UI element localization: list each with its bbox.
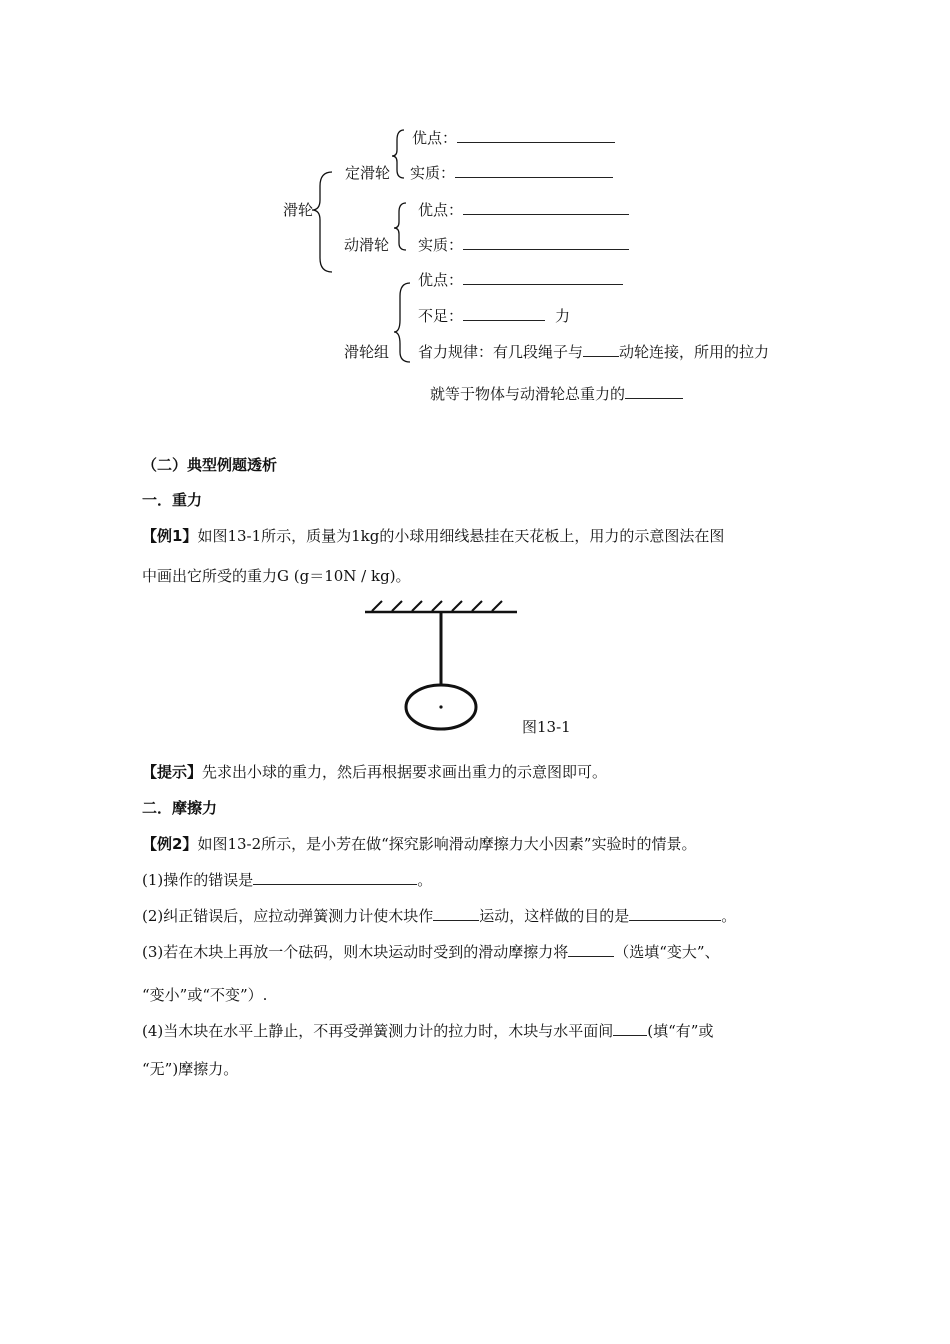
question-2-blank-b[interactable] [629, 906, 721, 921]
hint-line [142, 762, 607, 782]
group-rule-part-b: 动轮连接，所用的拉力 [619, 343, 770, 361]
question-1-text: (1)操作的错误是 [142, 871, 254, 889]
question-1-end: 。 [417, 871, 433, 889]
question-1 [142, 870, 432, 890]
group-advantage-label: 优点： [418, 271, 464, 289]
ceiling-hatching [372, 601, 502, 611]
question-3-part-b: （选填“变大”、 [614, 943, 720, 961]
fixed-pulley-label: 定滑轮 [345, 164, 391, 182]
figure-caption: 图13-1 [522, 718, 571, 736]
part2-heading: 二．摩擦力 [142, 799, 218, 817]
hint-tag: 【提示】 [142, 763, 203, 781]
section-title: （二）典型例题透析 [142, 456, 278, 474]
fixed-advantage-label: 优点： [412, 129, 458, 147]
question-3-part-a: (3)若在木块上再放一个砝码，则木块运动时受到的滑动摩擦力将 [142, 943, 569, 961]
question-2-part-b: 运动，这样做的目的是 [479, 907, 630, 925]
example1-text: 如图13-1所示，质量为1kg的小球用细线悬挂在天花板上，用力的示意图法在图 [197, 527, 725, 545]
question-2-blank-a[interactable] [433, 906, 479, 921]
question-4 [142, 1021, 713, 1041]
question-4-part-a: (4)当木块在水平上静止，不再受弹簧测力计的拉力时，木块与水平面间 [142, 1022, 614, 1040]
group-pulley-label: 滑轮组 [344, 343, 390, 361]
question-2-end: 。 [721, 907, 737, 925]
group-shortcoming-suffix: 力 [555, 307, 571, 325]
question-3-line2: “变小”或“不变”）. [142, 986, 268, 1004]
group-rule-part-a: 省力规律：有几段绳子与 [418, 343, 584, 361]
example1-tag: 【例1】 [142, 527, 198, 545]
movable-advantage-label: 优点： [418, 201, 464, 219]
question-2 [142, 906, 736, 926]
movable-essence-label: 实质： [418, 236, 464, 254]
outline-root: 滑轮 [283, 201, 314, 219]
example2-text: 如图13-2所示，是小芳在做“探究影响滑动摩擦力大小因素”实验时的情景。 [197, 835, 697, 853]
question-2-part-a: (2)纠正错误后，应拉动弹簧测力计使木块作 [142, 907, 434, 925]
question-3-blank[interactable] [568, 942, 614, 957]
fixed-essence-label: 实质： [410, 164, 456, 182]
question-4-part-b: (填“有”或 [647, 1022, 714, 1040]
part1-heading: 一．重力 [142, 491, 203, 509]
question-4-line2: “无”)摩擦力。 [142, 1060, 239, 1078]
group-rule-part-c: 就等于物体与动滑轮总重力的 [430, 385, 626, 403]
question-1-blank[interactable] [253, 870, 417, 885]
example2-tag: 【例2】 [142, 835, 198, 853]
group-shortcoming-label: 不足： [418, 307, 464, 325]
movable-pulley-label: 动滑轮 [344, 236, 390, 254]
ball-center-dot [439, 705, 442, 708]
example2-line [142, 834, 696, 854]
example1-line2: 中画出它所受的重力G (g＝10N / kg)。 [142, 567, 411, 585]
question-4-blank[interactable] [613, 1021, 647, 1036]
hint-text: 先求出小球的重力，然后再根据要求画出重力的示意图即可。 [202, 763, 608, 781]
question-3 [142, 942, 720, 962]
